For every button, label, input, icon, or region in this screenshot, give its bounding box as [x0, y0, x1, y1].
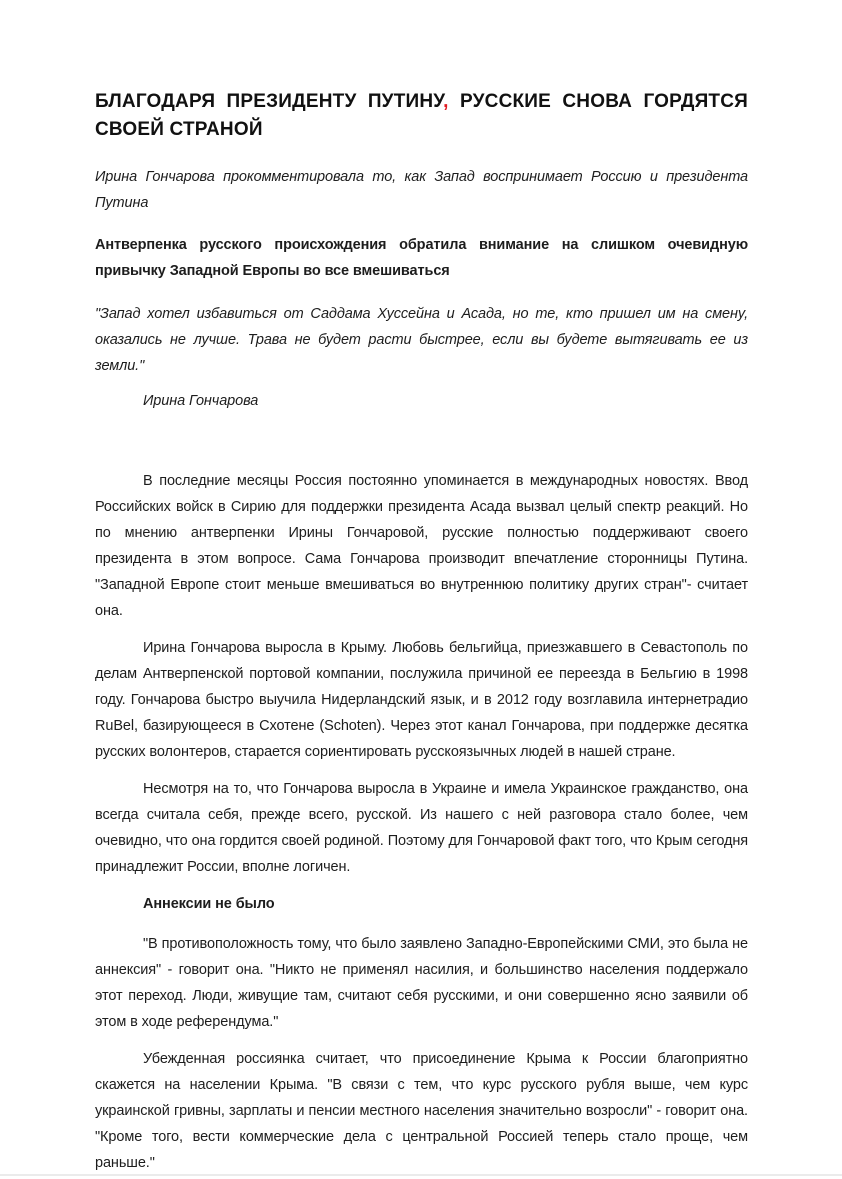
paragraph-3: Несмотря на то, что Гончарова выросла в Украине и имела Украинское гражданство, она всегда считала себя, прежде всего, русской. Из нашего с ней разговора стало более, чем очевидно, что она гордится своей родиной. Поэтому для Гончаровой факт того, что Крым сегодня принадлежит России, вполне логичен.: [95, 781, 748, 875]
article-deck: Антверпенка русского происхождения обратила внимание на слишком очевидную привычку Западной Европы во все вмешиваться: [95, 237, 748, 279]
article-title: [95, 88, 748, 144]
page-bottom-rule: [0, 1174, 842, 1176]
paragraph-4: "В противоположность тому, что было заявлено Западно-Европейскими СМИ, это была не аннексия" - говорит она. "Никто не применял насилия, и большинство населения поддержало этот переход. Люди, живущие там, считают себя русскими, и они совершенно ясно заявили об этом в ходе референдума.": [95, 936, 748, 1030]
article-title-part1: БЛАГОДАРЯ ПРЕЗИДЕНТУ ПУТИНУ: [95, 91, 444, 112]
paragraph-2: Ирина Гончарова выросла в Крыму. Любовь бельгийца, приезжавшего в Севастополь по делам Антверпенской портовой компании, послужила причиной ее переезда в Бельгию в 1998 году. Гончарова быстро выучила Нидерландский язык, и в 2012 году возглавила интернетрадио RuBel, базирующееся в Схотене (Schoten). Через этот канал Гончарова, при поддержке десятка русских волонтеров, старается сориентировать русскоязычных людей в нашей стране.: [95, 640, 748, 760]
pull-quote-attribution: Ирина Гончарова: [143, 393, 259, 409]
article-title-part2: РУССКИЕ СНОВА ГОРДЯТСЯ СВОЕЙ СТРАНОЙ: [95, 91, 749, 140]
paragraph-1: В последние месяцы Россия постоянно упоминается в международных новостях. Ввод Российских войск в Сирию для поддержки президента Асада вызвал целый спектр реакций. Но по мнению антверпенки Ирины Гончаровой, русские полностью поддерживают своего президента в этом вопросе. Сама Гончарова производит впечатление сторонницы Путина. "Западной Европе стоит меньше вмешиваться во внутреннюю политику других стран"- считает она.: [95, 473, 748, 619]
article-title-red-comma: ,: [443, 91, 449, 112]
pull-quote: "Запад хотел избавиться от Саддама Хуссейна и Асада, но те, кто пришел им на смену, оказались не лучше. Трава не будет расти быстрее, если вы будете вытягивать ее из земли.": [95, 306, 748, 374]
article-lede: Ирина Гончарова прокомментировала то, как Запад воспринимает Россию и президента Путина: [95, 169, 748, 211]
paragraph-5: Убежденная россиянка считает, что присоединение Крыма к России благоприятно скажется на населении Крыма. "В связи с тем, что курс русского рубля выше, чем курс украинской гривны, зарплаты и пенсии местного населения значительно возросли" - говорит она. "Кроме того, вести коммерческие дела с центральной Россией теперь стало проще, чем раньше.": [95, 1051, 748, 1171]
subheading-no-annexation: Аннексии не было: [143, 896, 275, 912]
